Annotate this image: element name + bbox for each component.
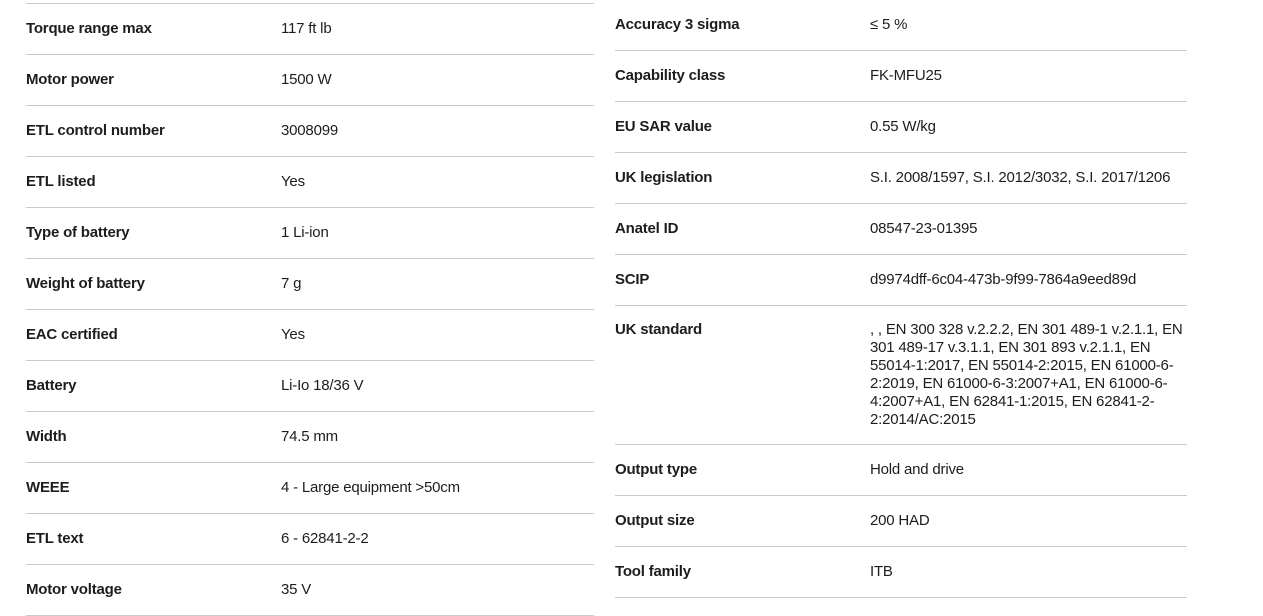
- spec-label: ETL control number: [26, 122, 165, 139]
- spec-label: Anatel ID: [615, 220, 679, 237]
- spec-value: Li-Io 18/36 V: [281, 377, 364, 394]
- spec-row: [26, 361, 594, 412]
- spec-label: Motor power: [26, 71, 114, 88]
- spec-row: [615, 496, 1187, 547]
- spec-value: 74.5 mm: [281, 428, 338, 445]
- spec-value: 1500 W: [281, 71, 332, 88]
- spec-label: Torque range max: [26, 20, 152, 37]
- spec-value: , , EN 300 328 v.2.2.2, EN 301 489-1 v.2.1.1, EN 301 489-17 v.3.1.1, EN 301 893 v.2.1.1, EN 55014-1:2017, EN 55014-2:2015, EN 61000-6-2:2019, EN 61000-6-3:2007+A1, EN 61000-6-4:2007+A1, EN 62841-1:2015, EN 62841-2-2:2014/AC:2015: [870, 321, 1183, 428]
- spec-label: EU SAR value: [615, 118, 712, 135]
- spec-row: [615, 547, 1187, 598]
- spec-label: Output type: [615, 461, 697, 478]
- spec-row: [26, 514, 594, 565]
- spec-label: Capability class: [615, 67, 726, 84]
- spec-row: [26, 208, 594, 259]
- spec-table-left: [26, 3, 594, 616]
- spec-table-right: [615, 0, 1187, 598]
- spec-value: 200 HAD: [870, 512, 930, 529]
- spec-value: Yes: [281, 173, 305, 190]
- spec-label: Motor voltage: [26, 581, 122, 598]
- spec-row: [26, 412, 594, 463]
- spec-label: WEEE: [26, 479, 70, 496]
- spec-value: FK-MFU25: [870, 67, 942, 84]
- spec-label: Accuracy 3 sigma: [615, 16, 740, 33]
- spec-value: ITB: [870, 563, 893, 580]
- spec-row: [26, 55, 594, 106]
- spec-row: [26, 259, 594, 310]
- spec-row: [26, 463, 594, 514]
- spec-value: 08547-23-01395: [870, 220, 978, 237]
- spec-value: 6 - 62841-2-2: [281, 530, 369, 547]
- spec-row: [615, 102, 1187, 153]
- spec-label: SCIP: [615, 271, 650, 288]
- spec-row: [615, 255, 1187, 306]
- spec-row: [26, 565, 594, 616]
- spec-value: 1 Li-ion: [281, 224, 329, 241]
- spec-row: [615, 306, 1187, 445]
- spec-row: [615, 204, 1187, 255]
- spec-value: 7 g: [281, 275, 302, 292]
- spec-row: [615, 51, 1187, 102]
- spec-label: Type of battery: [26, 224, 130, 241]
- spec-label: Output size: [615, 512, 695, 529]
- spec-value: d9974dff-6c04-473b-9f99-7864a9eed89d: [870, 271, 1137, 288]
- spec-value: ≤ 5 %: [870, 16, 908, 33]
- spec-label: Tool family: [615, 563, 691, 580]
- spec-row: [26, 106, 594, 157]
- spec-value: Hold and drive: [870, 461, 964, 478]
- spec-row: [26, 310, 594, 361]
- spec-label: ETL text: [26, 530, 84, 547]
- spec-value: 117 ft lb: [281, 20, 332, 37]
- spec-row: [26, 157, 594, 208]
- spec-row: [615, 0, 1187, 51]
- spec-value: Yes: [281, 326, 305, 343]
- spec-value: 0.55 W/kg: [870, 118, 936, 135]
- spec-value: 3008099: [281, 122, 338, 139]
- spec-value: 4 - Large equipment >50cm: [281, 479, 460, 496]
- spec-row: [26, 4, 594, 55]
- spec-label: Width: [26, 428, 67, 445]
- spec-label: Battery: [26, 377, 77, 394]
- spec-label: UK legislation: [615, 169, 713, 186]
- spec-label: EAC certified: [26, 326, 118, 343]
- spec-row: [615, 445, 1187, 496]
- spec-value: 35 V: [281, 581, 312, 598]
- spec-label: UK standard: [615, 321, 702, 338]
- spec-label: Weight of battery: [26, 275, 145, 292]
- spec-label: ETL listed: [26, 173, 96, 190]
- spec-row: [615, 153, 1187, 204]
- spec-value: S.I. 2008/1597, S.I. 2012/3032, S.I. 2017/1206: [870, 169, 1171, 186]
